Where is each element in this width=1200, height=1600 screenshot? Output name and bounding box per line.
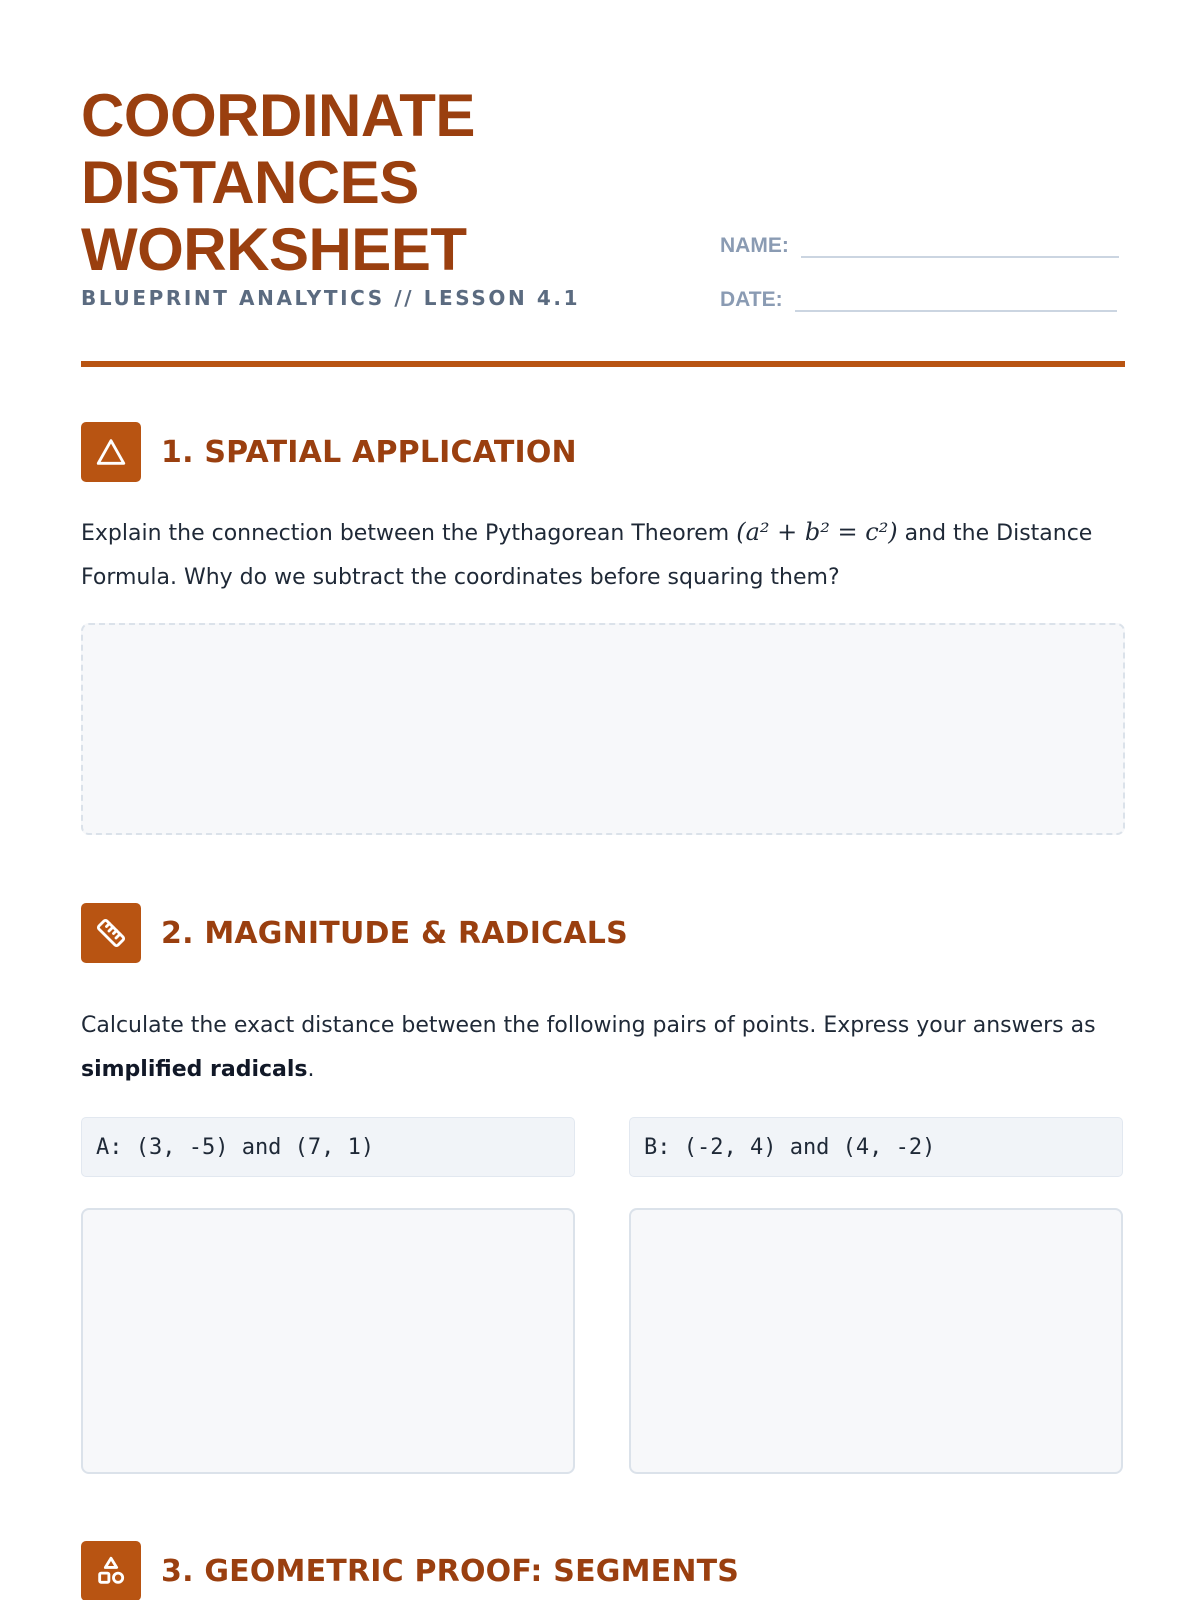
section-2-title: 2. MAGNITUDE & RADICALS — [161, 915, 628, 951]
name-line[interactable] — [801, 256, 1119, 258]
date-field[interactable] — [720, 288, 1117, 312]
header-divider — [81, 361, 1125, 367]
problem-a-label: A: (3, -5) and (7, 1) — [81, 1117, 575, 1177]
problem-b-answer-box[interactable] — [629, 1208, 1123, 1474]
name-label: NAME: — [720, 234, 789, 257]
section-1-answer-box[interactable] — [81, 623, 1125, 835]
section-2-heading — [81, 903, 628, 963]
section-2-prompt-end: . — [307, 1057, 315, 1082]
section-2-prompt-bold: simplified radicals — [81, 1057, 308, 1082]
problem-a-answer-box[interactable] — [81, 1208, 575, 1474]
date-line[interactable] — [795, 310, 1117, 312]
section-1-prompt-end: and the Distance Formula. Why do we subtract the coordinates before squaring them? — [81, 521, 1093, 590]
date-label: DATE: — [720, 288, 783, 311]
section-1-heading — [81, 422, 577, 482]
title-line-2: DISTANCES — [81, 149, 419, 216]
problem-b-label: B: (-2, 4) and (4, -2) — [629, 1117, 1123, 1177]
section-1-prompt — [81, 510, 1131, 600]
ruler-icon — [81, 903, 141, 963]
title-line-3: WORKSHEET — [81, 216, 467, 283]
title-line-1: COORDINATE — [81, 82, 475, 149]
pythagorean-formula: (a² + b² = c²) — [736, 518, 898, 546]
lesson-subtitle: BLUEPRINT ANALYTICS // LESSON 4.1 — [81, 286, 581, 310]
section-2-prompt-start: Calculate the exact distance between the following pairs of points. Express your answers as — [81, 1013, 1096, 1038]
triangle-icon — [81, 422, 141, 482]
section-3-title: 3. GEOMETRIC PROOF: SEGMENTS — [161, 1553, 740, 1589]
section-1-title: 1. SPATIAL APPLICATION — [161, 434, 577, 470]
section-1-prompt-start: Explain the connection between the Pythagorean Theorem — [81, 521, 737, 546]
worksheet-title — [81, 82, 641, 283]
name-field[interactable] — [720, 234, 1119, 258]
shapes-icon — [81, 1541, 141, 1600]
section-2-prompt — [81, 1004, 1131, 1092]
section-3-heading — [81, 1541, 739, 1600]
